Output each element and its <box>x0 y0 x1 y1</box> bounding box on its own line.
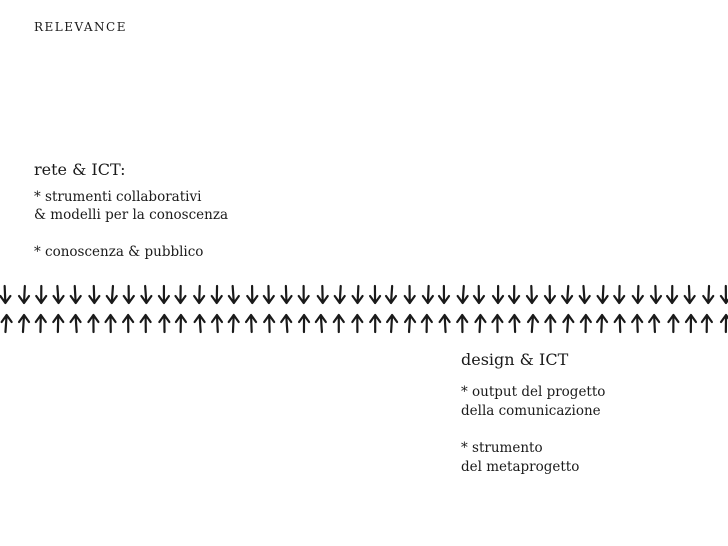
arrow-up-icon <box>387 315 397 332</box>
arrow-up-icon <box>299 315 309 332</box>
arrow-up-icon <box>492 315 502 332</box>
arrow-down-icon <box>527 286 537 303</box>
arrow-down-icon <box>335 286 345 303</box>
down-arrows-graphic <box>0 283 728 307</box>
arrow-down-icon <box>458 286 468 303</box>
arrow-up-icon <box>668 315 678 332</box>
arrow-up-icon <box>597 315 607 332</box>
arrow-down-icon <box>405 286 415 303</box>
arrow-down-icon <box>247 286 257 303</box>
design-item-2-line2: del metaprogetto <box>461 459 580 475</box>
arrow-up-icon <box>440 315 450 332</box>
arrow-up-icon <box>475 315 485 332</box>
arrow-down-icon <box>124 286 134 303</box>
arrow-down-icon <box>651 286 661 303</box>
arrow-up-icon <box>615 315 625 332</box>
arrow-down-icon <box>493 286 503 303</box>
arrow-up-icon <box>106 315 116 332</box>
arrow-down-icon <box>386 286 396 303</box>
arrow-down-icon <box>509 286 519 303</box>
arrow-down-icon <box>141 286 151 303</box>
arrow-up-icon <box>370 315 380 332</box>
arrow-up-icon <box>88 315 98 332</box>
arrow-up-icon <box>2 315 12 332</box>
arrow-down-icon <box>562 286 572 303</box>
network-ict-title: rete & ICT: <box>34 160 126 179</box>
arrow-up-icon <box>352 315 362 332</box>
arrow-down-icon <box>685 286 695 303</box>
arrow-up-icon <box>686 315 696 332</box>
arrow-down-icon <box>614 286 624 303</box>
arrow-down-icon <box>175 286 185 303</box>
arrow-down-icon <box>423 286 433 303</box>
network-item-1-line2: & modelli per la conoscenza <box>34 207 228 223</box>
arrow-down-icon <box>54 286 64 303</box>
arrow-up-icon <box>422 315 432 332</box>
arrow-up-icon <box>212 315 222 332</box>
arrow-down-icon <box>0 286 10 303</box>
arrow-up-icon <box>702 315 712 332</box>
up-arrows-graphic <box>0 311 728 335</box>
arrow-up-icon <box>545 315 555 332</box>
arrow-up-icon <box>632 315 642 332</box>
arrow-down-icon <box>194 286 204 303</box>
arrow-down-icon <box>721 286 728 303</box>
design-ict-title: design & ICT <box>461 350 569 369</box>
arrow-up-icon <box>159 315 169 332</box>
arrow-up-icon <box>19 315 29 332</box>
arrow-down-icon <box>318 286 328 303</box>
arrow-down-icon <box>212 286 222 303</box>
arrow-up-icon <box>281 315 291 332</box>
arrow-up-icon <box>36 315 46 332</box>
up-arrows-row <box>0 311 728 335</box>
arrow-up-icon <box>581 315 591 332</box>
arrow-down-icon <box>299 286 309 303</box>
arrow-down-icon <box>353 286 363 303</box>
arrow-down-icon <box>370 286 380 303</box>
arrow-up-icon <box>195 315 205 332</box>
arrow-down-icon <box>667 286 677 303</box>
arrow-down-icon <box>474 286 484 303</box>
network-ict-block <box>34 160 354 261</box>
arrow-up-icon <box>334 315 344 332</box>
design-item-2-line1: * strumento <box>461 440 543 456</box>
arrow-down-icon <box>703 286 713 303</box>
network-item-2-line1: * conoscenza & pubblico <box>34 244 204 260</box>
arrow-down-icon <box>439 286 449 303</box>
arrow-down-icon <box>107 286 117 303</box>
arrow-up-icon <box>123 315 133 332</box>
arrow-up-icon <box>229 315 239 332</box>
arrow-down-icon <box>545 286 555 303</box>
arrow-down-icon <box>36 286 46 303</box>
arrow-down-icon <box>580 286 590 303</box>
design-item-1-line2: della comunicazione <box>461 403 601 419</box>
arrow-up-icon <box>405 315 415 332</box>
arrow-up-icon <box>53 315 63 332</box>
arrow-up-icon <box>176 315 186 332</box>
arrow-up-icon <box>528 315 538 332</box>
arrow-up-icon <box>71 315 81 332</box>
arrow-down-icon <box>89 286 99 303</box>
arrow-up-icon <box>246 315 256 332</box>
design-ict-block <box>461 350 721 477</box>
arrow-down-icon <box>633 286 643 303</box>
network-item-1-line1: * strumenti collaborativi <box>34 189 202 205</box>
page-heading: RELEVANCE <box>34 20 127 34</box>
arrow-up-icon <box>721 315 728 332</box>
arrow-up-icon <box>509 315 519 332</box>
arrow-down-icon <box>229 286 239 303</box>
arrow-up-icon <box>316 315 326 332</box>
arrow-down-icon <box>598 286 608 303</box>
arrow-up-icon <box>457 315 467 332</box>
arrow-down-icon <box>159 286 169 303</box>
design-item-1-line1: * output del progetto <box>461 384 606 400</box>
arrow-up-icon <box>649 315 659 332</box>
arrow-down-icon <box>19 286 29 303</box>
arrow-down-icon <box>282 286 292 303</box>
arrow-up-icon <box>141 315 151 332</box>
arrow-up-icon <box>264 315 274 332</box>
arrow-down-icon <box>71 286 81 303</box>
arrow-up-icon <box>563 315 573 332</box>
down-arrows-row <box>0 283 728 307</box>
arrow-down-icon <box>264 286 274 303</box>
